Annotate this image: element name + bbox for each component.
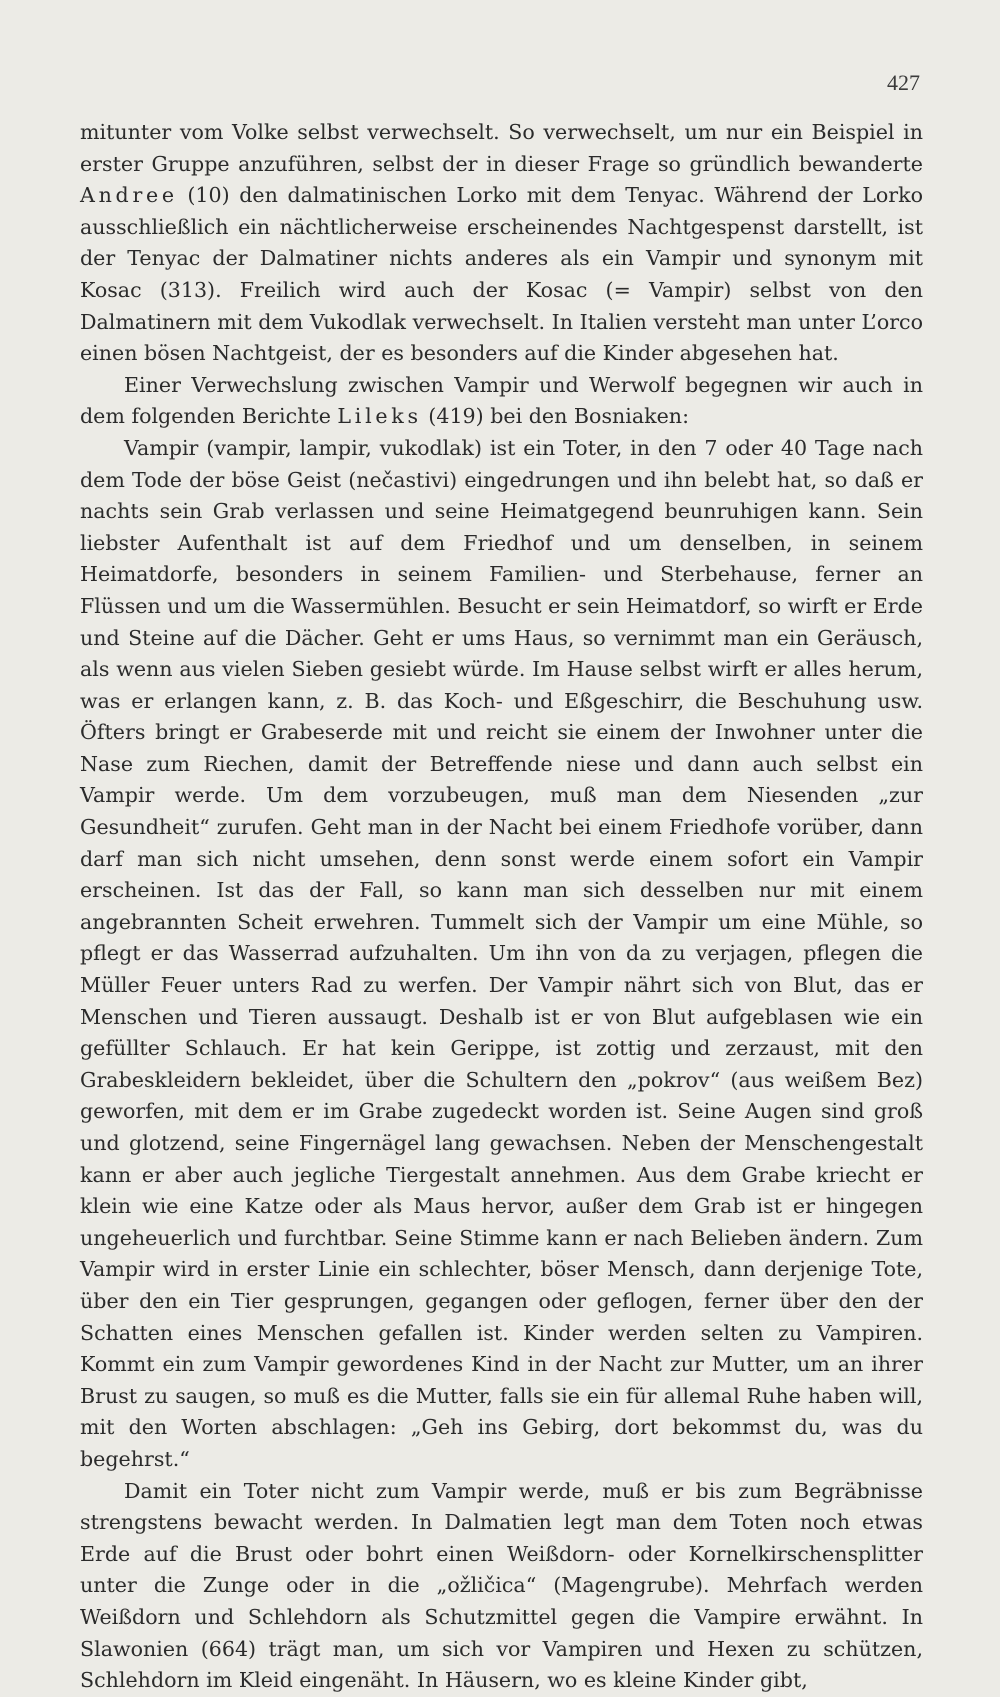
body-text [80, 117, 923, 1697]
text-run: Einer Verwechslung zwischen Vampir und Werwolf begegnen wir auch in dem folgenden Berichte [80, 372, 923, 429]
paragraph [80, 117, 923, 370]
page-number: 427 [887, 70, 920, 95]
author-name-spaced: Lileks [337, 404, 422, 429]
text-run: Damit ein Toter nicht zum Vampir werde, muß er bis zum Begräbnisse strengstens bewacht werden. In Dalmatien legt man dem Toten noch etwas Erde auf die Brust oder bohrt einen Weißdorn- oder Kornelkirschensplitter unter die Zunge oder in die „ožličica“ (Magengrube). Mehrfach werden Weißdorn und Schlehdorn als Schutzmittel gegen die Vampire erwähnt. In Slawonien (664) trägt man, um sich vor Vampiren und Hexen zu schützen, Schlehdorn im Kleid eingenäht. In Häusern, wo es kleine Kinder gibt, [80, 1478, 923, 1693]
text-run: mitunter vom Volke selbst verwechselt. So verwechselt, um nur ein Beispiel in erster Gruppe anzuführen, selbst der in dieser Frage so gründlich bewanderte [80, 120, 923, 176]
text-run: Vampir (vampir, lampir, vukodlak) ist ein Toter, in den 7 oder 40 Tage nach dem Tode der böse Geist (nečastivi) eingedrungen und ihn belebt hat, so daß er nachts sein Grab verlassen und seine Heimatgegend beunruhigen kann. Sein liebster Aufenthalt ist auf dem Friedhof und um denselben, in seinem Heimatdorfe, besonders in seinem Familien- und Sterbehause, ferner an Flüssen und um die Wassermühlen. Besucht er sein Heimatdorf, so wirft er Erde und Steine auf die Dächer. Geht er ums Haus, so vernimmt man ein Geräusch, als wenn aus vielen Sieben gesiebt würde. Im Hause selbst wirft er alles herum, was er erlangen kann, z. B. das Koch- und Eßgeschirr, die Beschuhung usw. Öfters bringt er Grabeserde mit und reicht sie einem der Inwohner unter die Nase zum Riechen, damit der Betreffende niese und dann auch selbst ein Vampir werde. Um dem vorzubeugen, muß man dem Niesenden „zur Gesundheit“ zurufen. Geht man in der Nacht bei einem Friedhofe vorüber, dann darf man sich nicht umsehen, denn sonst werde einem sofort ein Vampir erscheinen. Ist das der Fall, so kann man sich desselben nur mit einem angebrannten Scheit erwehren. Tummelt sich der Vampir um eine Mühle, so pflegt er das Wasserrad aufzuhalten. Um ihn von da zu verjagen, pflegen die Müller Feuer unters Rad zu werfen. Der Vampir nährt sich von Blut, das er Menschen und Tieren aussaugt. Deshalb ist er von Blut aufgeblasen wie ein gefüllter Schlauch. Er hat kein Gerippe, ist zottig und zerzaust, mit den Grabeskleidern bekleidet, über die Schultern den „pokrov“ (aus weißem Bez) geworfen, mit dem er im Grabe zugedeckt worden ist. Seine Augen sind groß und glotzend, seine Fingernägel lang gewachsen. Neben der Menschengestalt kann er aber auch jegliche Tiergestalt annehmen. Aus dem Grabe kriecht er klein wie eine Katze oder als Maus hervor, außer dem Grab ist er hingegen ungeheuerlich und furchtbar. Seine Stimme kann er nach Belieben ändern. Zum Vampir wird in erster Linie ein schlechter, böser Mensch, dann derjenige Tote, über den ein Tier gesprungen, gegangen oder geflogen, ferner über den der Schatten eines Menschen gefallen ist. Kinder werden selten zu Vampiren. Kommt ein zum Vampir gewordenes Kind in der Nacht zur Mutter, um an ihrer Brust zu saugen, so muß es die Mutter, falls sie ein für allemal Ruhe haben will, mit den Worten abschlagen: „Geh ins Gebirg, dort bekommst du, was du begehrst.“ [80, 435, 923, 1471]
paragraph [80, 433, 923, 1476]
author-name-spaced: Andree [80, 183, 178, 208]
text-run: (419) bei den Bosniaken: [421, 404, 690, 429]
text-run: (10) den dalmatinischen Lorko mit dem Tenyac. Während der Lorko ausschließlich ein nächtlicherweise erscheinendes Nachtgespenst darstellt, ist der Tenyac der Dalmatiner nichts anderes als ein Vampir und synonym mit Kosac (313). Freilich wird auch der Kosac (= Vampir) selbst von den Dalmatinern mit dem Vukodlak verwechselt. In Italien versteht man unter L’orco einen bösen Nachtgeist, der es besonders auf die Kinder abgesehen hat. [80, 183, 923, 366]
paragraph [80, 1476, 923, 1697]
paragraph [80, 370, 923, 433]
